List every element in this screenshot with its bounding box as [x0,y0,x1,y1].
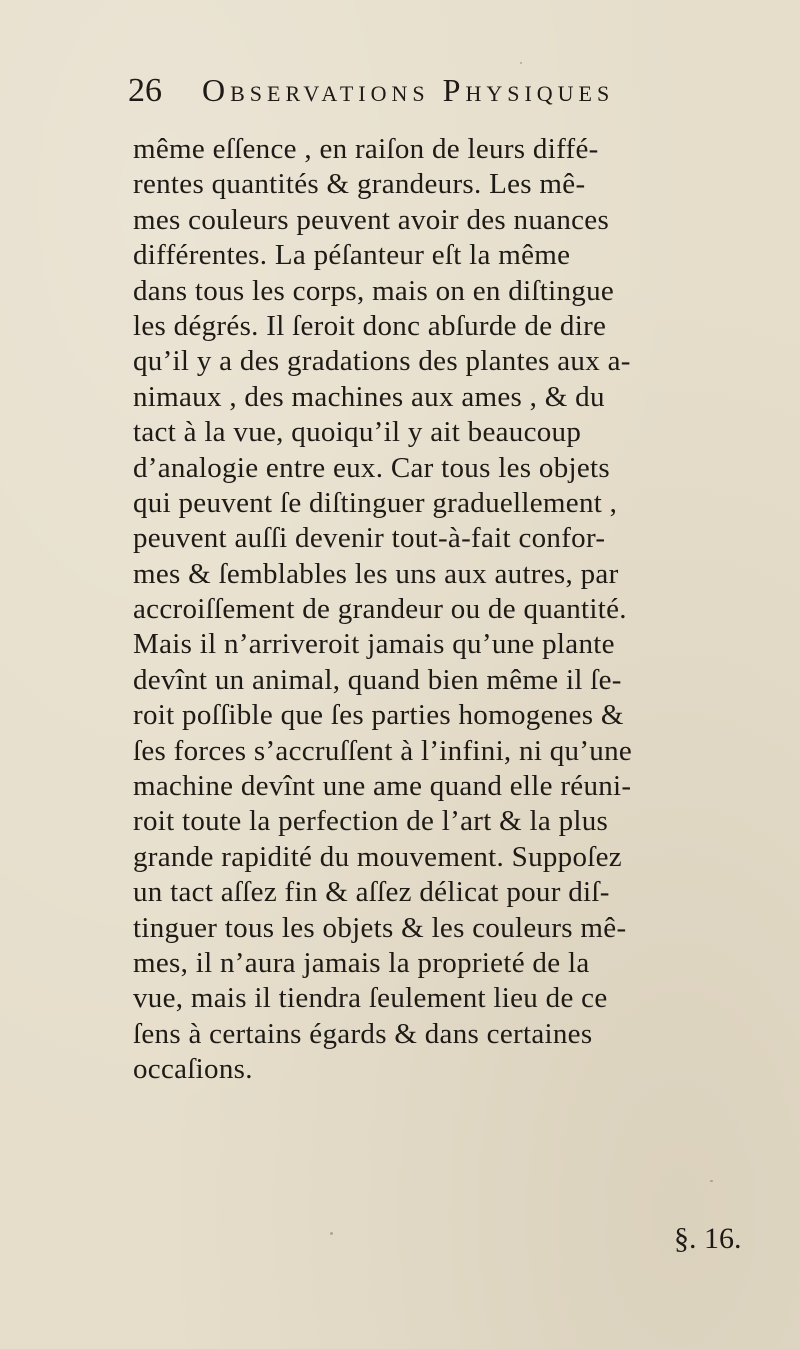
text-line: machine devînt une ame quand elle réuni- [133,770,632,803]
text-line: ſes forces s’accruſſent à l’infini, ni qu’une [133,734,633,767]
text-line: vue, mais il tiendra ſeulement lieu de ce [133,982,608,1015]
text-line: mes & ſemblables les uns aux autres, par [133,557,619,590]
text-line: peuvent auſſi devenir tout-à-fait confor- [133,522,606,555]
running-title: Observations Physiques [202,72,615,108]
page-number: 26 [128,72,162,109]
text-line: qui peuvent ſe diſtinguer graduellement , [133,486,618,519]
text-line: accroiſſement de grandeur ou de quantité. [133,593,627,626]
text-line: même eſſence , en raiſon de leurs diffé- [133,133,599,165]
text-line: occaſions. [133,1053,253,1086]
page-header [128,72,728,112]
text-line: tact à la vue, quoiqu’il y ait beaucoup [133,416,582,449]
text-line: devînt un animal, quand bien même il ſe- [133,663,622,696]
text-line: Mais il n’arriveroit jamais qu’une plante [133,628,615,661]
catchword: §. 16. [674,1222,742,1255]
text-line: grande rapidité du mouvement. Suppoſez [133,840,622,873]
text-line: différentes. La péſanteur eſt la même [133,239,571,272]
text-line: mes, il n’aura jamais la proprieté de la [133,946,590,979]
paper-speck [710,1180,713,1182]
text-line: un tact aſſez fin & aſſez délicat pour diſ- [133,876,610,909]
text-line: nimaux , des machines aux ames , & du [133,380,605,413]
text-line: dans tous les corps, mais on en diſtingue [133,274,615,307]
text-line: roit poſſible que ſes parties homogenes & [133,699,624,732]
text-line: d’analogie entre eux. Car tous les objets [133,451,610,484]
text-line: qu’il y a des gradations des plantes aux a- [133,345,631,378]
text-line: les dégrés. Il ſeroit donc abſurde de dire [133,309,607,342]
body-text [133,132,773,1088]
text-line: tinguer tous les objets & les couleurs mê- [133,911,627,944]
paper-speck [330,1232,333,1235]
text-line: roit toute la perfection de l’art & la plus [133,805,609,838]
paper-speck [520,62,522,64]
text-line: rentes quantités & grandeurs. Les mê- [133,168,586,201]
text-line: mes couleurs peuvent avoir des nuances [133,203,610,236]
text-line: ſens à certains égards & dans certaines [133,1017,593,1050]
